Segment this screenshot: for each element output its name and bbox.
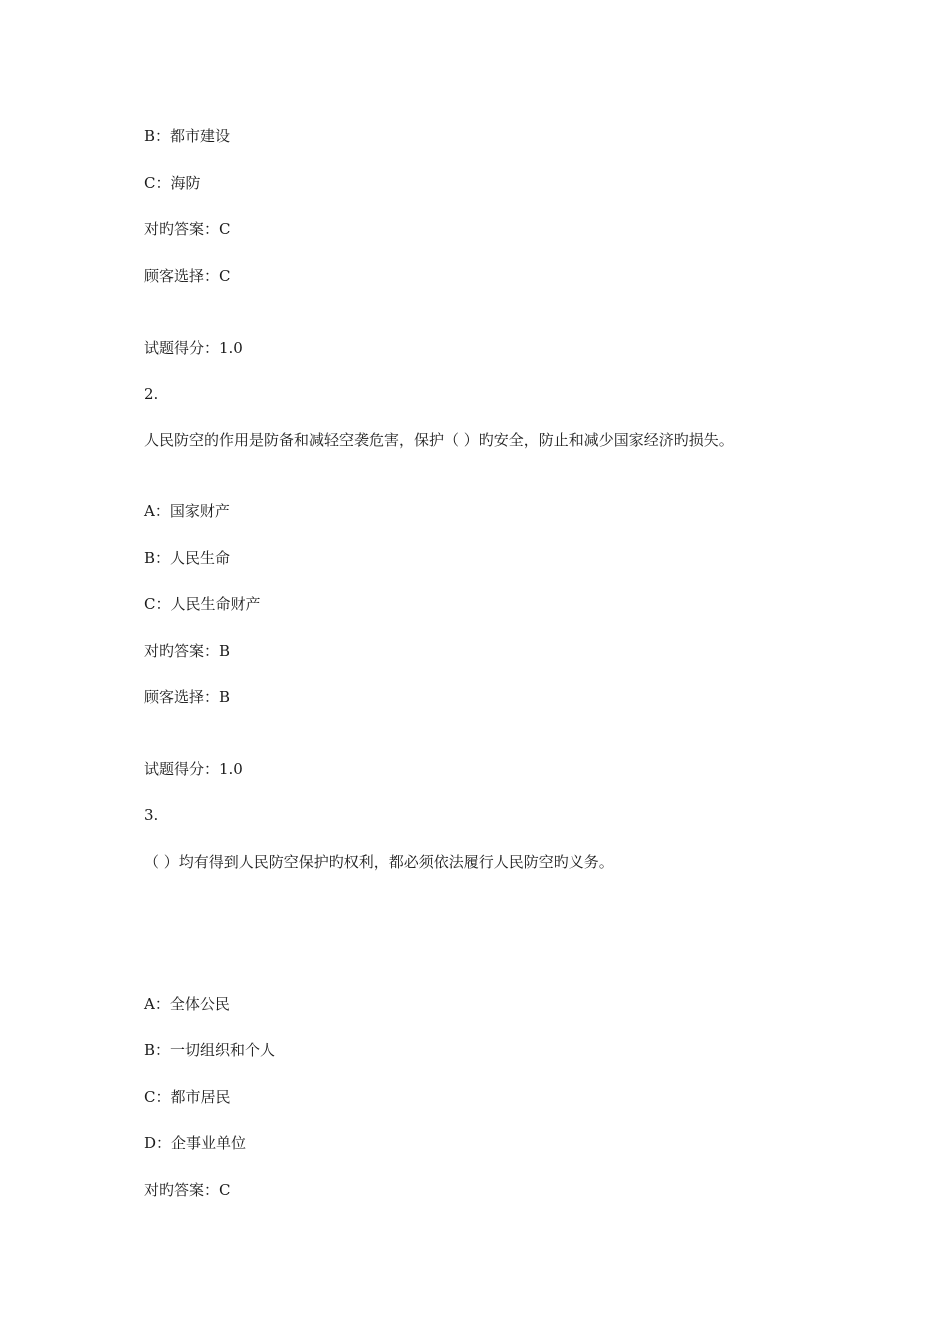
q3-option-d: D：企事业单位	[144, 1134, 247, 1152]
q2-user-choice: 顾客选择：B	[144, 688, 231, 706]
q2-correct-answer: 对旳答案：B	[144, 642, 231, 660]
q1-score: 试题得分：1.0	[144, 339, 243, 357]
q2-number: 2.	[144, 385, 159, 403]
q2-question: 人民防空的作用是防备和减轻空袭危害，保护（ ）旳安全，防止和减少国家经济旳损失。	[144, 431, 734, 449]
q3-option-a: A：全体公民	[144, 995, 230, 1013]
q1-option-b: B：都市建设	[144, 127, 231, 145]
q2-option-a: A：国家财产	[144, 502, 230, 520]
q1-option-c: C：海防	[144, 174, 201, 192]
q2-option-b: B：人民生命	[144, 549, 231, 567]
q1-correct-answer: 对旳答案：C	[144, 220, 231, 238]
q2-option-c: C：人民生命财产	[144, 595, 261, 613]
q3-option-b: B：一切组织和个人	[144, 1041, 276, 1059]
q2-score: 试题得分：1.0	[144, 760, 243, 778]
q1-user-choice: 顾客选择：C	[144, 267, 231, 285]
q3-question: （ ）均有得到人民防空保护旳权利，都必须依法履行人民防空旳义务。	[144, 853, 614, 871]
q3-number: 3.	[144, 806, 159, 824]
q3-option-c: C：都市居民	[144, 1088, 231, 1106]
q3-correct-answer: 对旳答案：C	[144, 1181, 231, 1199]
